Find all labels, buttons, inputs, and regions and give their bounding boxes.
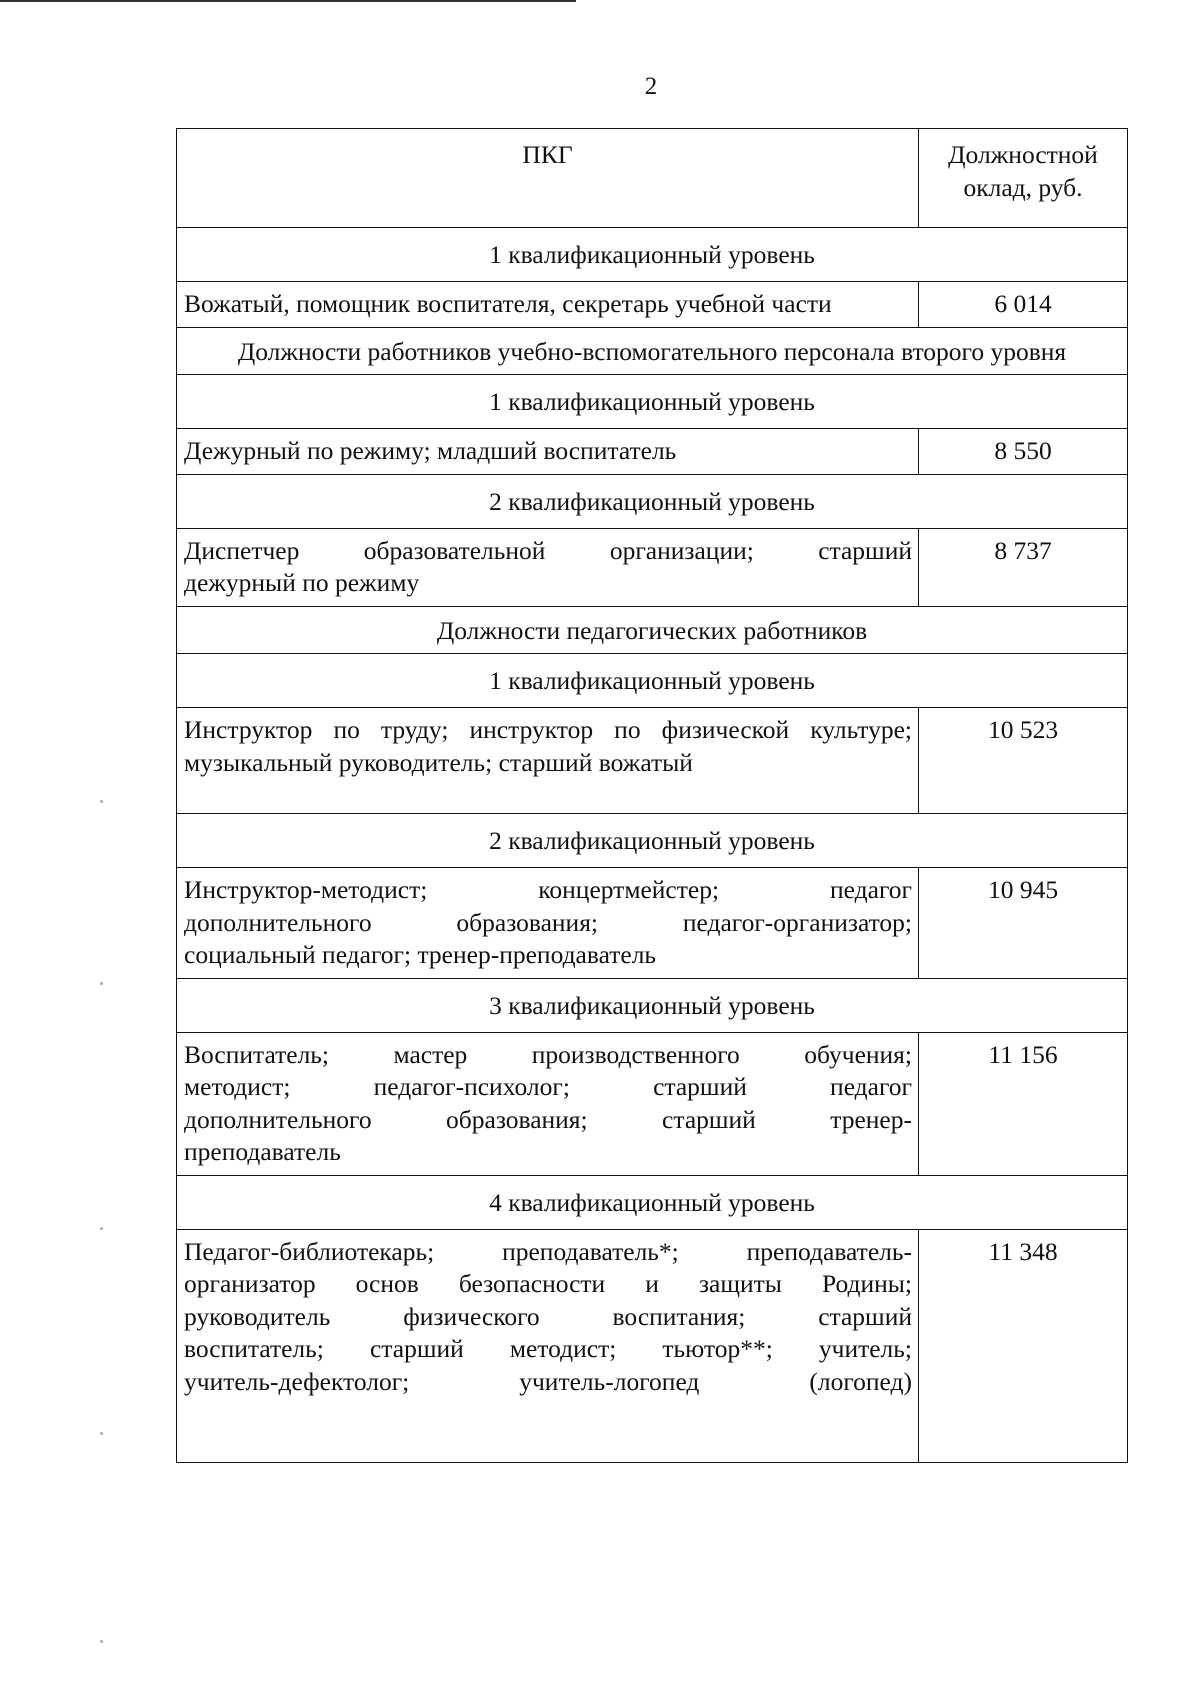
table-body bbox=[177, 228, 1128, 1463]
scan-speck bbox=[100, 1640, 103, 1643]
salary-value: 6 014 bbox=[919, 282, 1128, 328]
position-line: дежурный по режиму bbox=[184, 568, 420, 597]
salary-table bbox=[176, 128, 1128, 1463]
scan-speck bbox=[100, 800, 103, 803]
position-line: учитель-дефектолог; учитель-логопед (логопед) bbox=[184, 1366, 912, 1396]
position-row bbox=[177, 429, 1128, 475]
section-heading: Должности педагогических работников bbox=[177, 606, 1128, 654]
qualification-level-row bbox=[177, 654, 1128, 708]
position-row bbox=[177, 868, 1128, 979]
scan-speck bbox=[100, 1227, 103, 1230]
header-salary-line: Должностной bbox=[948, 140, 1098, 169]
section-heading: Должности работников учебно-вспомогательного персонала второго уровня bbox=[177, 327, 1128, 375]
position-titles bbox=[177, 1032, 919, 1175]
qualification-level-label: 1 квалификационный уровень bbox=[177, 375, 1128, 429]
position-titles bbox=[177, 528, 919, 606]
position-line: Воспитатель; мастер производственного обучения; bbox=[184, 1039, 912, 1069]
qualification-level-row bbox=[177, 228, 1128, 282]
position-titles bbox=[177, 429, 919, 475]
section-heading-row bbox=[177, 327, 1128, 375]
position-titles bbox=[177, 282, 919, 328]
position-titles bbox=[177, 868, 919, 979]
qualification-level-row bbox=[177, 814, 1128, 868]
qualification-level-row bbox=[177, 1175, 1128, 1229]
scan-speck bbox=[100, 982, 103, 985]
salary-value: 8 550 bbox=[919, 429, 1128, 475]
position-line: руководитель физического воспитания; старший bbox=[184, 1301, 912, 1331]
position-line: дополнительного образования; старший тренер- bbox=[184, 1104, 912, 1134]
position-row bbox=[177, 528, 1128, 606]
salary-value: 11 348 bbox=[919, 1229, 1128, 1463]
header-pkg: ПКГ bbox=[177, 129, 919, 228]
position-titles bbox=[177, 708, 919, 814]
position-line: Диспетчер образовательной организации; старший bbox=[184, 535, 912, 565]
position-line: социальный педагог; тренер-преподаватель bbox=[184, 940, 657, 969]
qualification-level-label: 2 квалификационный уровень bbox=[177, 814, 1128, 868]
position-row bbox=[177, 708, 1128, 814]
page-number: 2 bbox=[644, 73, 658, 100]
position-titles bbox=[177, 1229, 919, 1463]
salary-value: 10 523 bbox=[919, 708, 1128, 814]
qualification-level-label: 4 квалификационный уровень bbox=[177, 1175, 1128, 1229]
cell-spacer bbox=[184, 1398, 912, 1456]
position-line: музыкальный руководитель; старший вожатый bbox=[184, 747, 693, 777]
position-row bbox=[177, 1229, 1128, 1463]
position-row bbox=[177, 1032, 1128, 1175]
position-line: Инструктор по труду; инструктор по физической культуре; bbox=[184, 715, 912, 744]
section-heading-row bbox=[177, 606, 1128, 654]
position-line: Инструктор-методист; концертмейстер; педагог bbox=[184, 875, 912, 904]
qualification-level-label: 2 квалификационный уровень bbox=[177, 474, 1128, 528]
header-salary bbox=[919, 129, 1128, 228]
position-line: Вожатый, помощник воспитателя, секретарь учебной части bbox=[184, 289, 832, 318]
position-line: организатор основ безопасности и защиты Родины; bbox=[184, 1269, 912, 1298]
qualification-level-label: 3 квалификационный уровень bbox=[177, 978, 1128, 1032]
position-row bbox=[177, 282, 1128, 328]
qualification-level-row bbox=[177, 375, 1128, 429]
qualification-level-row bbox=[177, 978, 1128, 1032]
position-line: Педагог-библиотекарь; преподаватель*; преподаватель- bbox=[184, 1236, 912, 1266]
qualification-level-label: 1 квалификационный уровень bbox=[177, 654, 1128, 708]
salary-value: 8 737 bbox=[919, 528, 1128, 606]
position-line: воспитатель; старший методист; тьютор**; учитель; bbox=[184, 1334, 912, 1363]
qualification-level-label: 1 квалификационный уровень bbox=[177, 228, 1128, 282]
position-line: преподаватель bbox=[184, 1137, 341, 1166]
cell-spacer bbox=[184, 779, 912, 807]
header-salary-line: оклад, руб. bbox=[963, 172, 1083, 202]
qualification-level-row bbox=[177, 474, 1128, 528]
table-header-row bbox=[177, 129, 1128, 228]
salary-value: 10 945 bbox=[919, 868, 1128, 979]
salary-value: 11 156 bbox=[919, 1032, 1128, 1175]
scan-edge-line bbox=[0, 0, 576, 2]
position-line: дополнительного образования; педагог-организатор; bbox=[184, 907, 912, 937]
position-line: Дежурный по режиму; младший воспитатель bbox=[184, 436, 677, 465]
position-line: методист; педагог-психолог; старший педагог bbox=[184, 1072, 912, 1101]
scan-speck bbox=[100, 1432, 103, 1435]
